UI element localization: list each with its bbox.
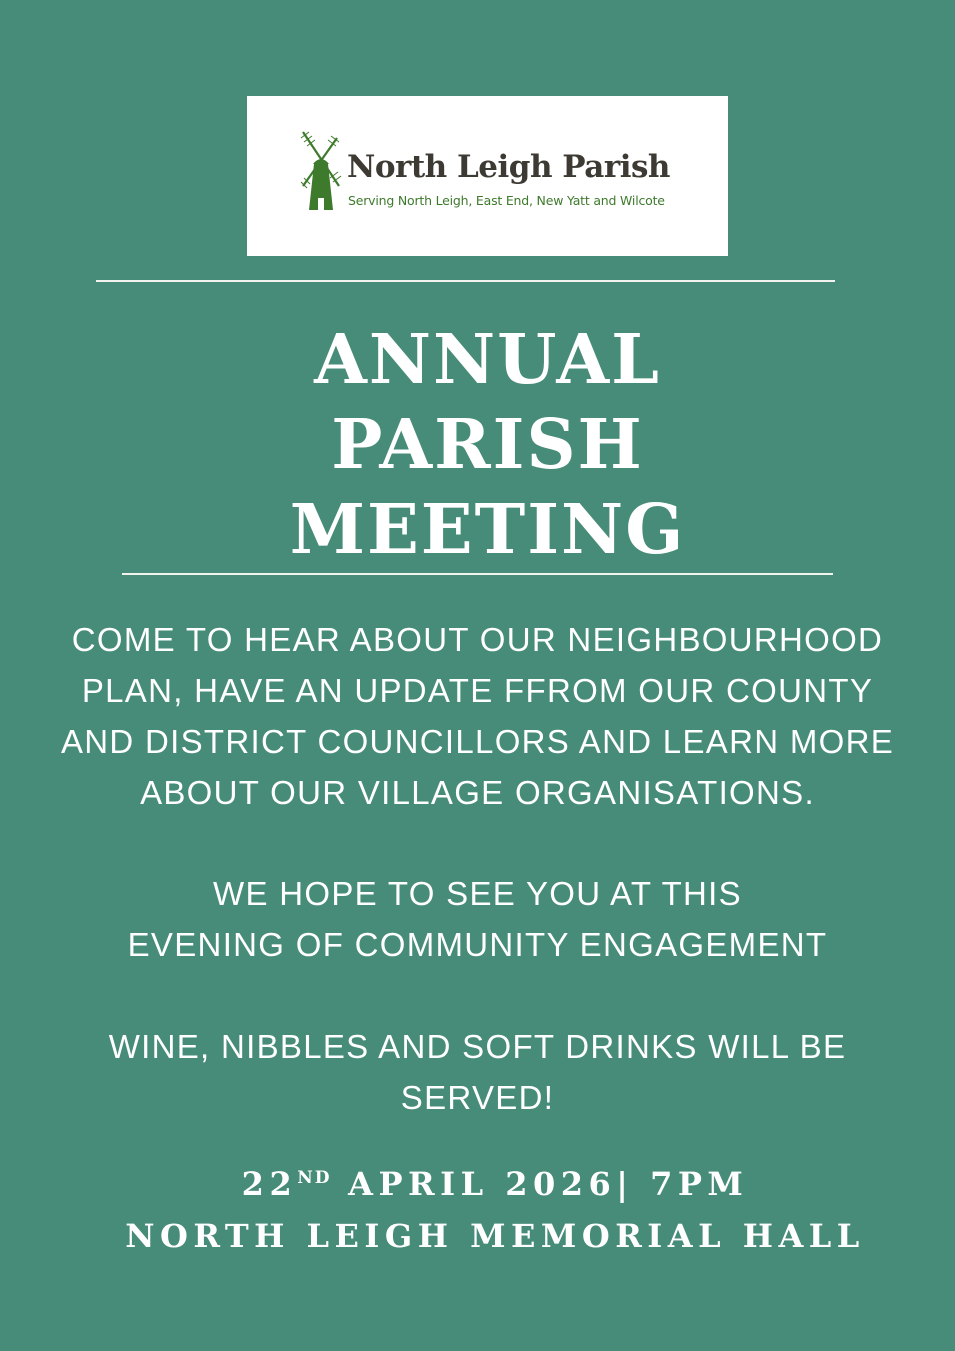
top-divider [96, 280, 835, 282]
paragraph-line: ABOUT OUR VILLAGE ORGANISATIONS. [140, 774, 815, 811]
logo-tagline: Serving North Leigh, East End, New Yatt and Wilcote [348, 193, 665, 208]
event-day-suffix: ND [297, 1168, 332, 1188]
title-line: ANNUAL [314, 320, 661, 400]
paragraph-line: SERVED! [400, 1079, 555, 1116]
paragraph-line: EVENING OF COMMUNITY ENGAGEMENT [127, 926, 828, 963]
windmill-icon [297, 124, 347, 216]
event-venue: NORTH LEIGH MEMORIAL HALL [125, 1217, 865, 1255]
logo-panel [247, 96, 728, 256]
paragraph-line: WE HOPE TO SEE YOU AT THIS [213, 875, 742, 912]
paragraph-line: WINE, NIBBLES AND SOFT DRINKS WILL BE [108, 1028, 847, 1065]
intro-paragraph [0, 614, 955, 818]
event-date-time [0, 1158, 955, 1210]
paragraph-line: COME TO HEAR ABOUT OUR NEIGHBOURHOOD [71, 621, 884, 658]
title-line: PARISH [331, 405, 644, 485]
event-day: 22 [241, 1165, 298, 1203]
title-line: MEETING [289, 490, 686, 570]
logo-name: North Leigh Parish [347, 149, 670, 185]
bottom-divider [122, 573, 833, 575]
page-title [0, 318, 955, 573]
refreshments-paragraph [0, 1021, 955, 1123]
event-date-rest: APRIL 2026| 7PM [331, 1165, 749, 1203]
paragraph-line: PLAN, HAVE AN UPDATE FFROM OUR COUNTY [81, 672, 874, 709]
invitation-paragraph [0, 868, 955, 970]
paragraph-line: AND DISTRICT COUNCILLORS AND LEARN MORE [60, 723, 895, 760]
